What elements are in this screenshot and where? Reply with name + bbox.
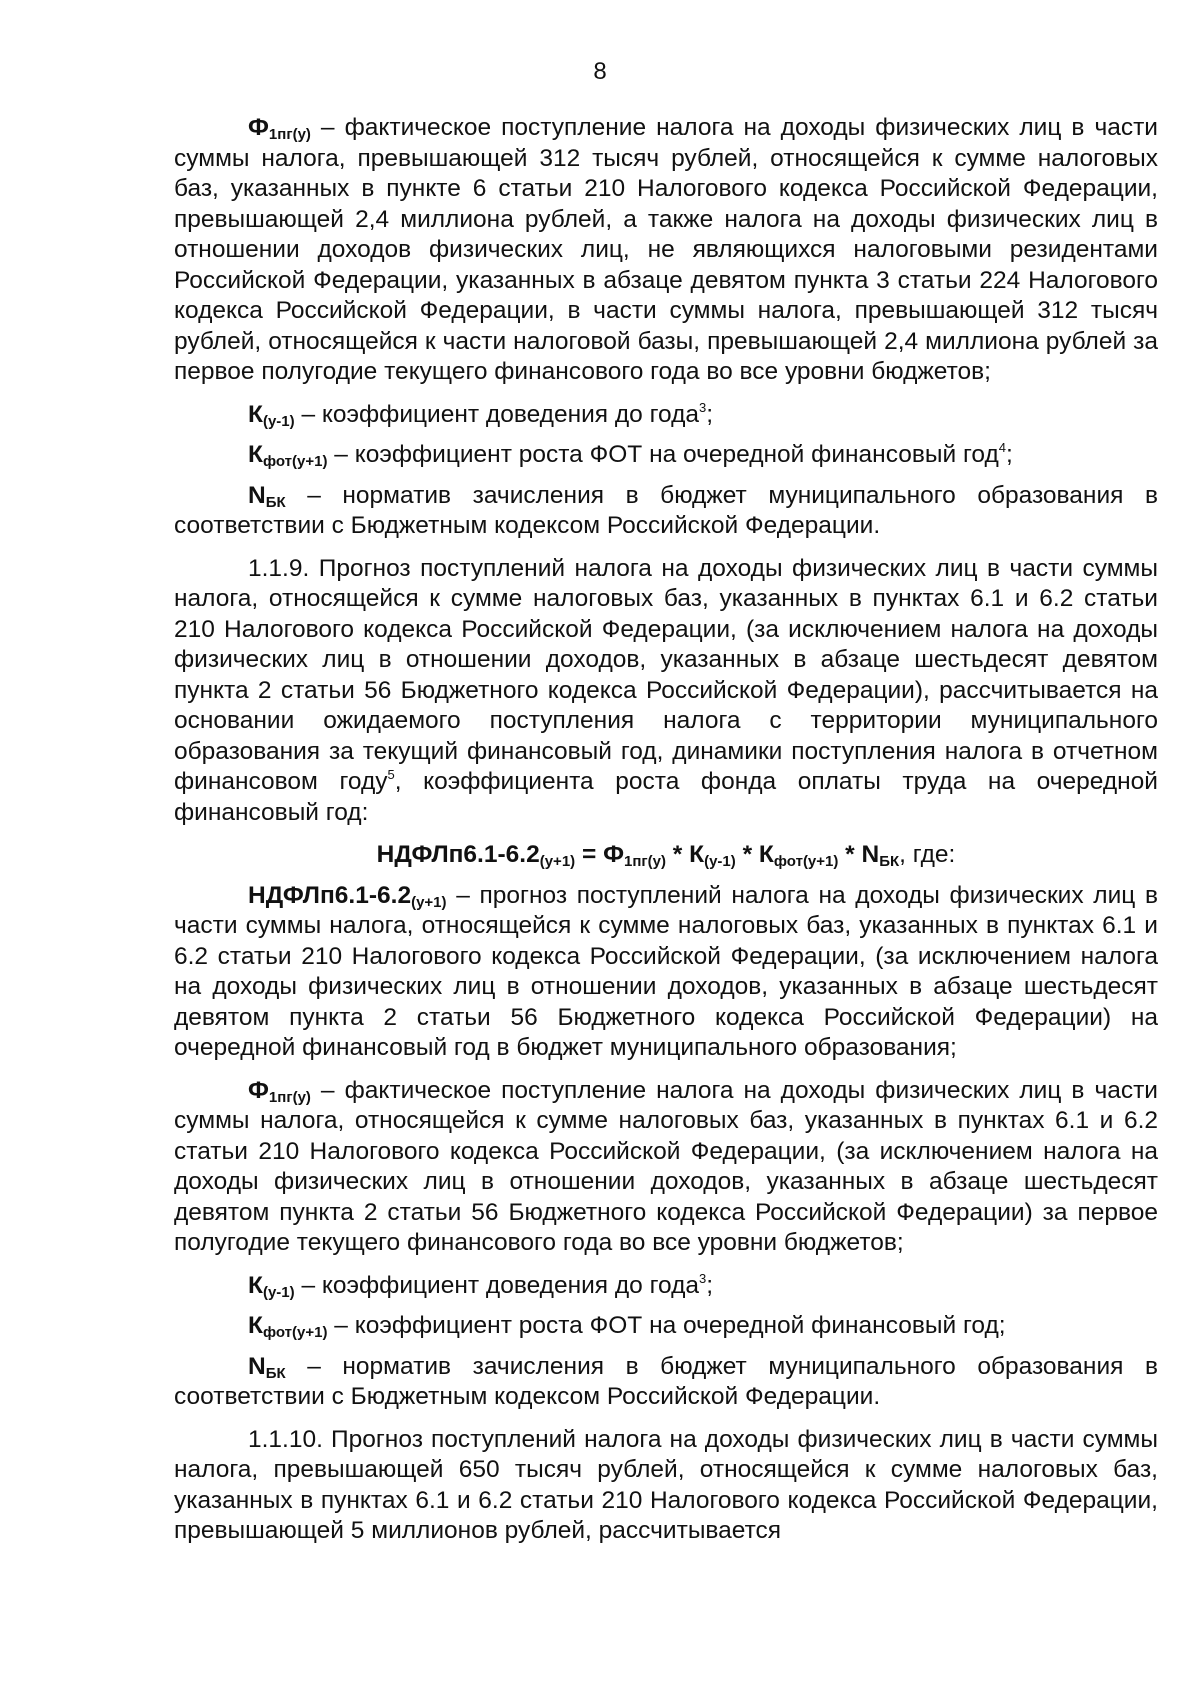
paragraph-text: – фактическое поступление налога на доходы физических лиц в части суммы налога, превышающей 312 тысяч рублей, относящейся к сумме налоговых баз, указанных в пункте 6 статьи 210 Налогового кодекса Российской Федерации, превышающей 2,4 миллиона рублей, а также налога на доходы физических лиц в отношении доходов физических лиц, не являющихся налоговыми резидентами Российской Федерации, указанных в абзаце девятом пункта 3 статьи 224 Налогового кодекса Российской Федерации, в части суммы налога, превышающей 312 тысяч рублей, относящейся к части налоговой базы, превышающей 2,4 миллиона рублей за первое полугодие текущего финансового года во все уровни бюджетов; — [174, 114, 1158, 385]
formula-term: * К — [665, 841, 705, 868]
formula-subscript: 1пг(у) — [624, 853, 666, 870]
symbol: Ф — [248, 1076, 269, 1104]
formula-tail: , где: — [899, 841, 956, 868]
symbol: К — [248, 400, 263, 428]
body-paragraph — [174, 1425, 1158, 1547]
footnote-ref: 3 — [699, 399, 707, 415]
paragraph-text: – коэффициент доведения до года — [294, 1271, 699, 1299]
paragraph-tail: ; — [706, 1271, 714, 1299]
body-paragraph — [174, 554, 1158, 829]
definition-paragraph — [174, 1271, 1158, 1302]
paragraph-text: – норматив зачисления в бюджет муниципального образования в соответствии с Бюджетным кодексом Российской Федерации. — [174, 481, 1158, 539]
paragraph-text: 1.1.10. Прогноз поступлений налога на доходы физических лиц в части суммы налога, превышающей 650 тысяч рублей, относящейся к сумме налоговых баз, указанных в пунктах 6.1 и 6.2 статьи 210 Налогового кодекса Российской Федерации, превышающей 5 миллионов рублей, рассчитывается — [174, 1425, 1158, 1544]
symbol: N — [248, 1352, 266, 1380]
formula-subscript: фот(у+1) — [773, 853, 839, 870]
symbol-subscript: (у+1) — [411, 893, 447, 911]
definition-paragraph — [174, 113, 1158, 388]
symbol: Ф — [248, 114, 269, 141]
definition-paragraph — [174, 1311, 1158, 1342]
symbol-subscript: БК — [265, 1364, 286, 1382]
symbol: НДФЛп6.1-6.2 — [248, 881, 412, 909]
paragraph-text: – коэффициент доведения до года — [294, 400, 699, 428]
document-body — [174, 113, 1158, 1559]
symbol-subscript: фот(у+1) — [262, 1324, 328, 1341]
paragraph-text: 1.1.9. Прогноз поступлений налога на доходы физических лиц в части суммы налога, относящейся к сумме налоговых баз, указанных в пунктах 6.1 и 6.2 статьи 210 Налогового кодекса Российской Федерации, (за исключением налога на доходы физических лиц в отношении доходов, указанных в абзаце шестьдесят девятом пункта 2 статьи 56 Бюджетного кодекса Российской Федерации), рассчитывается на основании ожидаемого поступления налога с территории муниципального образования за текущий финансовый год, динамики поступления налога в отчетном финансовом году — [174, 554, 1158, 795]
definition-paragraph — [174, 481, 1158, 542]
formula-term: * К — [735, 841, 774, 868]
definition-paragraph — [174, 1076, 1158, 1259]
definition-paragraph — [174, 881, 1158, 1064]
formula-subscript: БК — [879, 853, 900, 870]
symbol-subscript: (у-1) — [262, 1283, 295, 1301]
formula-term: = Ф — [575, 841, 624, 868]
symbol-subscript: 1пг(у) — [268, 126, 311, 143]
definition-paragraph — [174, 1352, 1158, 1413]
paragraph-tail: , коэффициента роста фонда оплаты труда на очередной финансовый год: — [174, 768, 1158, 826]
paragraph-text: – коэффициент роста ФОТ на очередной финансовый год; — [327, 1312, 1006, 1339]
paragraph-tail: ; — [706, 400, 714, 428]
symbol-subscript: (у-1) — [262, 412, 295, 430]
paragraph-text: – коэффициент роста ФОТ на очередной финансовый год — [327, 441, 999, 468]
paragraph-tail: ; — [1005, 441, 1013, 468]
page-number: 8 — [593, 58, 607, 85]
definition-paragraph — [174, 400, 1158, 431]
definition-paragraph — [174, 440, 1158, 471]
paragraph-text: – норматив зачисления в бюджет муниципального образования в соответствии с Бюджетным кодексом Российской Федерации. — [174, 1352, 1158, 1410]
footnote-ref: 3 — [699, 1270, 707, 1286]
formula — [174, 840, 1158, 871]
footnote-ref: 5 — [387, 767, 395, 782]
symbol-subscript: 1пг(у) — [268, 1088, 311, 1106]
symbol: К — [248, 441, 263, 468]
symbol-subscript: БК — [265, 493, 286, 511]
footnote-ref: 4 — [998, 440, 1006, 455]
formula-term: НДФЛп6.1-6.2 — [376, 841, 540, 868]
formula-subscript: (у-1) — [704, 853, 736, 870]
symbol: К — [248, 1271, 263, 1299]
formula-term: * N — [838, 841, 880, 868]
paragraph-text: – прогноз поступлений налога на доходы физических лиц в части суммы налога, относящейся к сумме налоговых баз, указанных в пунктах 6.1 и 6.2 статьи 210 Налогового кодекса Российской Федерации, (за исключением налога на доходы физических лиц в отношении доходов, указанных в абзаце шестьдесят девятом пункта 2 статьи 56 Бюджетного кодекса Российской Федерации) на очередной финансовый год в бюджет муниципального образования; — [174, 881, 1158, 1061]
symbol-subscript: фот(у+1) — [262, 453, 328, 470]
symbol: N — [248, 481, 266, 509]
paragraph-text: – фактическое поступление налога на доходы физических лиц в части суммы налога, относящейся к сумме налоговых баз, указанных в пунктах 6.1 и 6.2 статьи 210 Налогового кодекса Российской Федерации, (за исключением налога на доходы физических лиц в отношении доходов, указанных в абзаце шестьдесят девятом пункта 2 статьи 56 Бюджетного кодекса Российской Федерации) за первое полугодие текущего финансового года во все уровни бюджетов; — [174, 1076, 1158, 1256]
formula-subscript: (у+1) — [539, 853, 576, 870]
symbol: К — [248, 1312, 263, 1339]
